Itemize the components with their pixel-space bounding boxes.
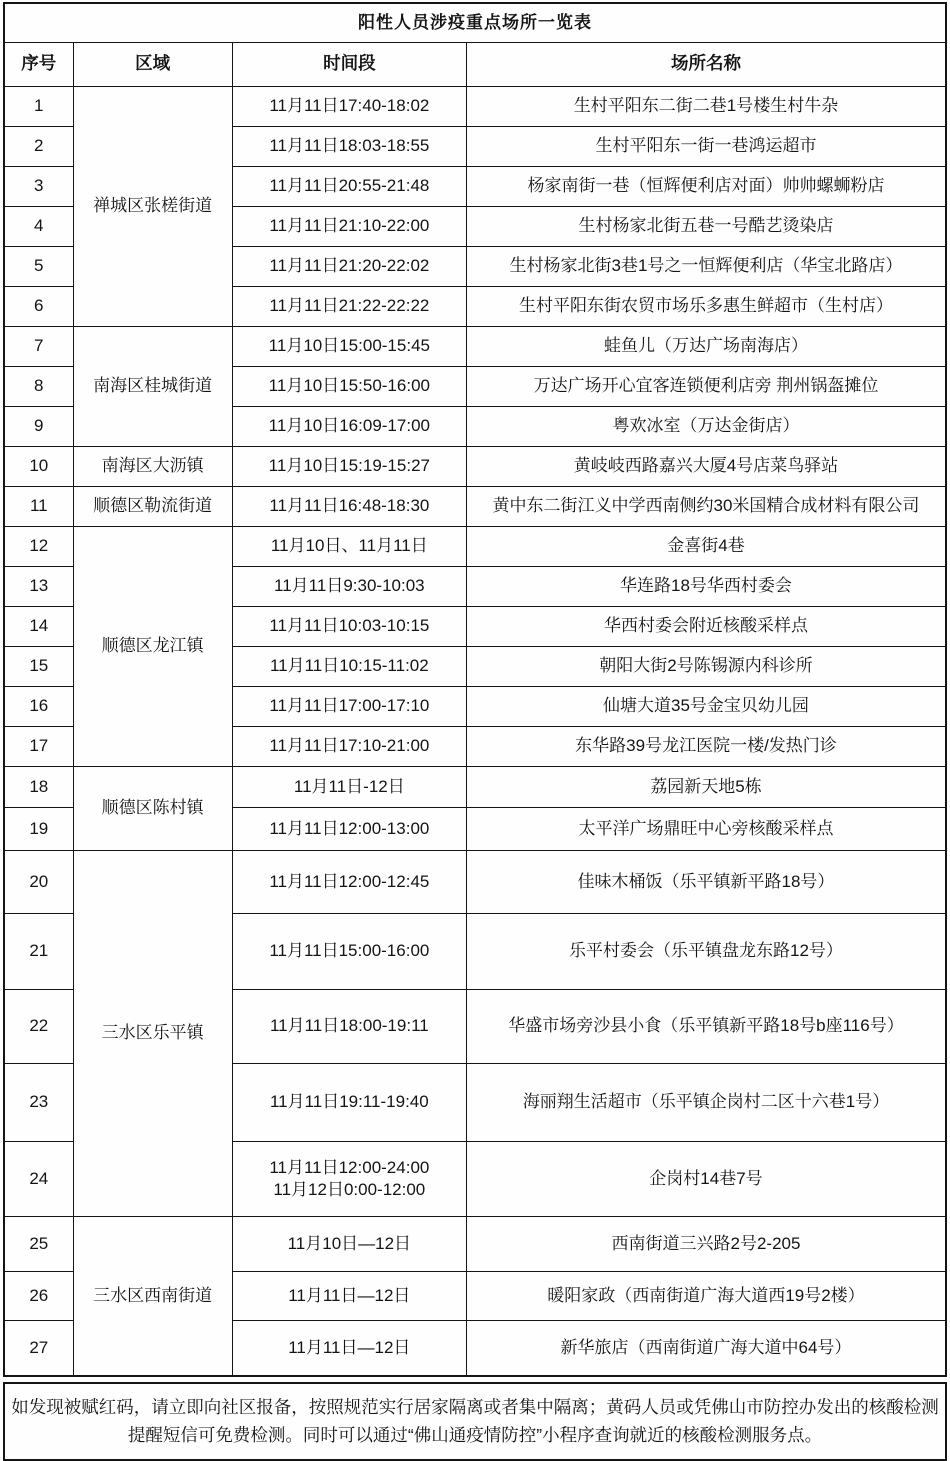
time-cell: 11月11日-12日 xyxy=(232,766,466,807)
time-cell: 11月11日17:00-17:10 xyxy=(232,686,466,726)
serial-cell: 27 xyxy=(4,1320,73,1376)
column-header-region: 区域 xyxy=(73,42,232,86)
time-cell: 11月10日16:09-17:00 xyxy=(232,406,466,446)
serial-cell: 14 xyxy=(4,606,73,646)
footer-notice: 如发现被赋红码，请立即向社区报备，按照规范实行居家隔离或者集中隔离；黄码人员或凭佛山市防控办发出的核酸检测提醒短信可免费检测。同时可以通过“佛山通疫情防控”小程序查询就近的核酸检测服务点。 xyxy=(3,1382,947,1461)
time-cell: 11月11日19:11-19:40 xyxy=(232,1063,466,1141)
serial-cell: 5 xyxy=(4,246,73,286)
place-cell: 海丽翔生活超市（乐平镇企岗村二区十六巷1号） xyxy=(466,1063,946,1141)
header-row xyxy=(4,42,946,86)
place-cell: 粤欢冰室（万达金街店） xyxy=(466,406,946,446)
serial-cell: 10 xyxy=(4,446,73,486)
table-row xyxy=(4,326,946,366)
region-cell: 三水区西南街道 xyxy=(73,1216,232,1376)
time-cell: 11月11日16:48-18:30 xyxy=(232,486,466,526)
place-cell: 生村平阳东街农贸市场乐多惠生鲜超市（生村店） xyxy=(466,286,946,326)
serial-cell: 17 xyxy=(4,726,73,766)
time-cell: 11月11日10:15-11:02 xyxy=(232,646,466,686)
place-cell: 黄岐岐西路嘉兴大厦4号店菜鸟驿站 xyxy=(466,446,946,486)
serial-cell: 4 xyxy=(4,206,73,246)
place-cell: 生村平阳东一街一巷鸿运超市 xyxy=(466,126,946,166)
region-cell: 禅城区张槎街道 xyxy=(73,86,232,326)
time-cell: 11月11日—12日 xyxy=(232,1320,466,1376)
time-cell: 11月11日17:40-18:02 xyxy=(232,86,466,126)
time-line-1: 11月11日12:00-24:00 xyxy=(269,1158,430,1178)
time-cell xyxy=(232,1141,466,1216)
place-cell: 生村平阳东二街二巷1号楼生村牛杂 xyxy=(466,86,946,126)
serial-cell: 2 xyxy=(4,126,73,166)
time-cell: 11月11日10:03-10:15 xyxy=(232,606,466,646)
place-cell: 金喜街4巷 xyxy=(466,526,946,566)
serial-cell: 11 xyxy=(4,486,73,526)
serial-cell: 12 xyxy=(4,526,73,566)
place-cell: 生村杨家北街3巷1号之一恒辉便利店（华宝北路店） xyxy=(466,246,946,286)
serial-cell: 25 xyxy=(4,1216,73,1271)
serial-cell: 19 xyxy=(4,807,73,850)
serial-cell: 8 xyxy=(4,366,73,406)
place-cell: 杨家南街一巷（恒辉便利店对面）帅帅螺蛳粉店 xyxy=(466,166,946,206)
serial-cell: 26 xyxy=(4,1271,73,1320)
column-header-no: 序号 xyxy=(4,42,73,86)
time-cell: 11月10日15:19-15:27 xyxy=(232,446,466,486)
region-cell: 顺德区勒流街道 xyxy=(73,486,232,526)
time-cell: 11月11日12:00-12:45 xyxy=(232,850,466,913)
time-cell: 11月11日21:20-22:02 xyxy=(232,246,466,286)
serial-cell: 9 xyxy=(4,406,73,446)
covid-places-table xyxy=(3,2,947,1377)
time-cell: 11月10日15:50-16:00 xyxy=(232,366,466,406)
table-row xyxy=(4,850,946,913)
serial-cell: 18 xyxy=(4,766,73,807)
time-cell: 11月11日18:00-19:11 xyxy=(232,989,466,1063)
time-cell: 11月10日15:00-15:45 xyxy=(232,326,466,366)
time-cell: 11月11日18:03-18:55 xyxy=(232,126,466,166)
place-cell: 朝阳大街2号陈锡源内科诊所 xyxy=(466,646,946,686)
region-cell: 南海区桂城街道 xyxy=(73,326,232,446)
time-cell: 11月11日21:10-22:00 xyxy=(232,206,466,246)
serial-cell: 15 xyxy=(4,646,73,686)
serial-cell: 23 xyxy=(4,1063,73,1141)
column-header-place: 场所名称 xyxy=(466,42,946,86)
place-cell: 华连路18号华西村委会 xyxy=(466,566,946,606)
serial-cell: 16 xyxy=(4,686,73,726)
column-header-time: 时间段 xyxy=(232,42,466,86)
region-cell: 顺德区陈村镇 xyxy=(73,766,232,850)
serial-cell: 22 xyxy=(4,989,73,1063)
place-cell: 仙塘大道35号金宝贝幼儿园 xyxy=(466,686,946,726)
region-cell: 顺德区龙江镇 xyxy=(73,526,232,766)
serial-cell: 6 xyxy=(4,286,73,326)
place-cell: 生村杨家北街五巷一号酷艺烫染店 xyxy=(466,206,946,246)
place-cell: 暖阳家政（西南街道广海大道西19号2楼） xyxy=(466,1271,946,1320)
time-cell: 11月11日12:00-13:00 xyxy=(232,807,466,850)
place-cell: 黄中东二街江义中学西南侧约30米国精合成材料有限公司 xyxy=(466,486,946,526)
page-title: 阳性人员涉疫重点场所一览表 xyxy=(4,3,946,42)
time-cell: 11月11日20:55-21:48 xyxy=(232,166,466,206)
table-row xyxy=(4,486,946,526)
serial-cell: 7 xyxy=(4,326,73,366)
place-cell: 太平洋广场鼎旺中心旁核酸采样点 xyxy=(466,807,946,850)
serial-cell: 1 xyxy=(4,86,73,126)
place-cell: 乐平村委会（乐平镇盘龙东路12号） xyxy=(466,913,946,989)
place-cell: 西南街道三兴路2号2-205 xyxy=(466,1216,946,1271)
place-cell: 新华旅店（西南街道广海大道中64号） xyxy=(466,1320,946,1376)
serial-cell: 24 xyxy=(4,1141,73,1216)
place-cell: 华盛市场旁沙县小食（乐平镇新平路18号b座116号） xyxy=(466,989,946,1063)
table-row xyxy=(4,1216,946,1271)
place-cell: 华西村委会附近核酸采样点 xyxy=(466,606,946,646)
table-row xyxy=(4,766,946,807)
table-row xyxy=(4,446,946,486)
table-row xyxy=(4,526,946,566)
place-cell: 企岗村14巷7号 xyxy=(466,1141,946,1216)
place-cell: 佳味木桶饭（乐平镇新平路18号） xyxy=(466,850,946,913)
region-cell: 三水区乐平镇 xyxy=(73,850,232,1216)
time-cell: 11月10日—12日 xyxy=(232,1216,466,1271)
time-cell: 11月11日9:30-10:03 xyxy=(232,566,466,606)
place-cell: 荔园新天地5栋 xyxy=(466,766,946,807)
time-cell: 11月11日—12日 xyxy=(232,1271,466,1320)
place-cell: 东华路39号龙江医院一楼/发热门诊 xyxy=(466,726,946,766)
title-row xyxy=(4,3,946,42)
table-row xyxy=(4,86,946,126)
time-cell: 11月11日21:22-22:22 xyxy=(232,286,466,326)
serial-cell: 20 xyxy=(4,850,73,913)
region-cell: 南海区大沥镇 xyxy=(73,446,232,486)
time-cell: 11月11日17:10-21:00 xyxy=(232,726,466,766)
serial-cell: 13 xyxy=(4,566,73,606)
serial-cell: 21 xyxy=(4,913,73,989)
time-cell: 11月10日、11月11日 xyxy=(232,526,466,566)
place-cell: 蛙鱼儿（万达广场南海店） xyxy=(466,326,946,366)
serial-cell: 3 xyxy=(4,166,73,206)
time-cell: 11月11日15:00-16:00 xyxy=(232,913,466,989)
time-line-2: 11月12日0:00-12:00 xyxy=(273,1179,426,1199)
place-cell: 万达广场开心宜客连锁便利店旁 荆州锅盔摊位 xyxy=(466,366,946,406)
